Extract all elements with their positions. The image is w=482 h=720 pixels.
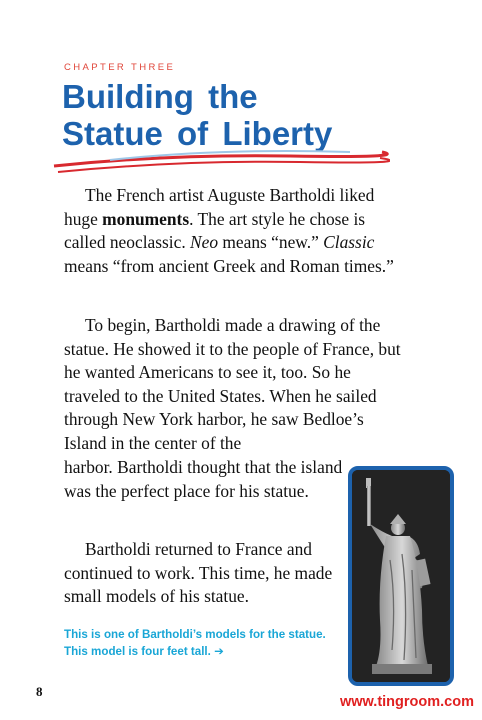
title-line-1: Building the (62, 78, 258, 115)
page-title (62, 78, 332, 152)
text-run: . The art style he chose is called neoclassic. (64, 208, 366, 253)
statue-model-photo (348, 466, 454, 686)
paragraph-1 (64, 184, 409, 278)
italic-word: Classic (323, 232, 375, 253)
statue-of-liberty-model-image (352, 470, 450, 682)
caption-text: This is one of Bartholdi’s models for the statue. This model is four feet tall. (64, 628, 326, 658)
decorative-swoosh (50, 146, 390, 176)
paragraph-2: To begin, Bartholdi made a drawing of the statue. He showed it to the people of France, but he wanted Americans to see it, too. So he traveled to the United States. When he sailed through New York harbor, he saw Bedloe’s Island in the center of the (64, 315, 401, 453)
arrow-right-icon: ➔ (214, 645, 224, 658)
text-run: means “new.” (218, 232, 324, 253)
page-number: 8 (36, 684, 43, 699)
chapter-label: CHAPTER THREE (64, 62, 176, 73)
paragraph-2-continued: harbor. Bartholdi thought that the island was the perfect place for his statue. (64, 457, 343, 501)
vocabulary-word: monuments (102, 208, 190, 229)
watermark: www.tingroom.com (340, 694, 474, 710)
text-run: means “from ancient Greek and Roman times.” (64, 255, 394, 276)
title-line-2: Statue of Liberty (62, 115, 333, 152)
paragraph-3: Bartholdi returned to France and continued to work. This time, he made small models of his statue. (64, 539, 333, 607)
photo-caption (64, 626, 339, 660)
text-run: The French artist Auguste Bartholdi liked huge (64, 185, 375, 229)
italic-word: Neo (190, 232, 219, 253)
